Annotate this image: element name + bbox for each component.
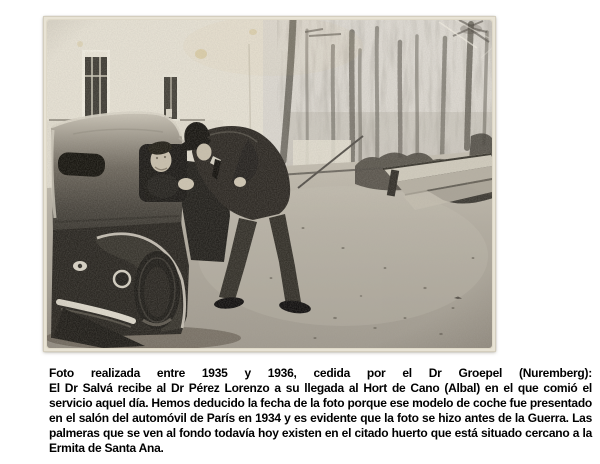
film-grain bbox=[47, 20, 492, 348]
historical-photograph bbox=[43, 16, 496, 352]
caption-line-credit: Foto realizada entre 1935 y 1936, cedida por el Dr Groepel (Nuremberg): bbox=[49, 366, 592, 380]
photo-svg bbox=[43, 16, 496, 352]
caption-body: El Dr Salvá recibe al Dr Pérez Lorenzo a su llegada al Hort de Cano (Albal) en el que comió el servicio aquel día. Hemos deducido la fecha de la foto porque ese modelo de coche fue presentado en el salón del automóvil de París en 1934 y es evidente que la foto se hizo antes de la Guerra. Las palmeras que se ven al fondo todavía hoy existen en el citado huerto que está situado cercano a la Ermita de Santa Ana. bbox=[49, 381, 592, 455]
caption bbox=[49, 366, 592, 456]
